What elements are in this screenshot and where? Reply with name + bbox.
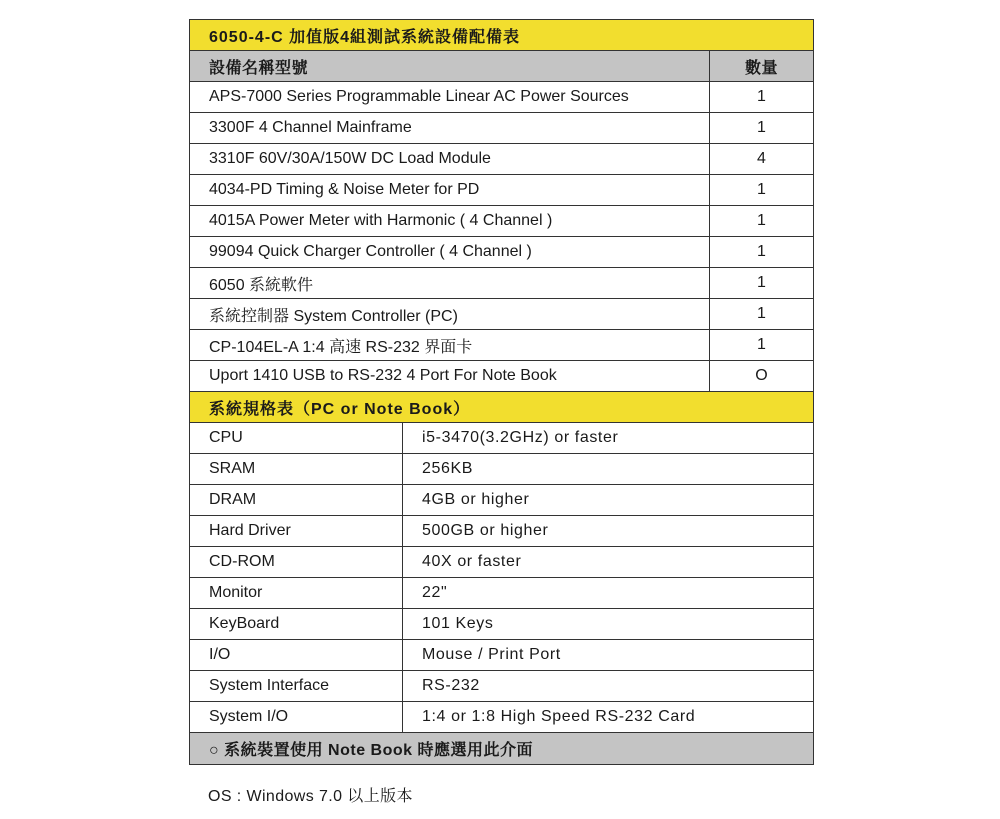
equipment-table [189, 19, 814, 765]
spec-key: DRAM [190, 485, 403, 515]
equipment-qty: 4 [757, 150, 766, 167]
table-row [190, 144, 813, 175]
spec-row [190, 516, 813, 547]
spec-row [190, 578, 813, 609]
spec-value: i5-3470(3.2GHz) or faster [422, 429, 619, 446]
spec-row [190, 547, 813, 578]
table-row [190, 268, 813, 299]
spec-title: 系統規格表（PC or Note Book） [209, 400, 471, 418]
equipment-qty: 1 [757, 305, 766, 322]
spec-value: 101 Keys [422, 615, 494, 632]
equipment-name: 6050 系統軟件 [190, 268, 710, 298]
spec-key: System I/O [190, 702, 403, 732]
spec-row [190, 640, 813, 671]
spec-value: RS-232 [422, 677, 480, 694]
table-row [190, 113, 813, 144]
spec-row [190, 454, 813, 485]
header-qty: 數量 [744, 59, 778, 77]
spec-key: CPU [190, 423, 403, 453]
equipment-qty: 1 [757, 336, 766, 353]
spec-value: 500GB or higher [422, 522, 549, 539]
header-row [190, 51, 813, 82]
table-row [190, 175, 813, 206]
equipment-qty: 1 [757, 212, 766, 229]
spec-value: 1:4 or 1:8 High Speed RS-232 Card [422, 708, 696, 725]
table-title: 6050-4-C 加值版4組測試系統設備配備表 [209, 28, 521, 46]
equipment-name: APS-7000 Series Programmable Linear AC Power Sources [190, 82, 710, 112]
spec-key: I/O [190, 640, 403, 670]
equipment-name: 系統控制器 System Controller (PC) [190, 299, 710, 329]
equipment-qty: 1 [757, 181, 766, 198]
spec-key: KeyBoard [190, 609, 403, 639]
spec-key: SRAM [190, 454, 403, 484]
equipment-name: 3300F 4 Channel Mainframe [190, 113, 710, 143]
equipment-qty: 1 [757, 119, 766, 136]
spec-value: 256KB [422, 460, 474, 477]
equipment-qty: 1 [757, 274, 766, 291]
spec-value: 22" [422, 584, 448, 601]
spec-row [190, 671, 813, 702]
equipment-name: 99094 Quick Charger Controller ( 4 Channel ) [190, 237, 710, 267]
spec-key: System Interface [190, 671, 403, 701]
spec-value: Mouse / Print Port [422, 646, 561, 663]
spec-key: CD-ROM [190, 547, 403, 577]
equipment-qty: 1 [757, 88, 766, 105]
table-row [190, 206, 813, 237]
equipment-name: 4034-PD Timing & Noise Meter for PD [190, 175, 710, 205]
equipment-name: 3310F 60V/30A/150W DC Load Module [190, 144, 710, 174]
spec-row [190, 702, 813, 733]
spec-value: 4GB or higher [422, 491, 530, 508]
equipment-qty: 1 [757, 243, 766, 260]
spec-key: Hard Driver [190, 516, 403, 546]
spec-title-row [190, 392, 813, 423]
spec-row [190, 609, 813, 640]
table-title-row [190, 20, 813, 51]
spec-value: 40X or faster [422, 553, 522, 570]
equipment-qty: O [755, 367, 768, 384]
equipment-name: 4015A Power Meter with Harmonic ( 4 Channel ) [190, 206, 710, 236]
table-row [190, 361, 813, 392]
os-note: OS : Windows 7.0 以上版本 [208, 788, 413, 805]
table-row [190, 82, 813, 113]
spec-row [190, 423, 813, 454]
spec-row [190, 485, 813, 516]
table-row [190, 299, 813, 330]
table-row [190, 237, 813, 268]
header-name: 設備名稱型號 [190, 51, 710, 81]
spec-key: Monitor [190, 578, 403, 608]
table-row [190, 330, 813, 361]
equipment-name: Uport 1410 USB to RS-232 4 Port For Note Book [190, 361, 710, 391]
footnote-row [190, 733, 813, 764]
footnote: ○ 系統裝置使用 Note Book 時應選用此介面 [209, 742, 534, 759]
equipment-name: CP-104EL-A 1:4 高速 RS-232 界面卡 [190, 330, 710, 360]
